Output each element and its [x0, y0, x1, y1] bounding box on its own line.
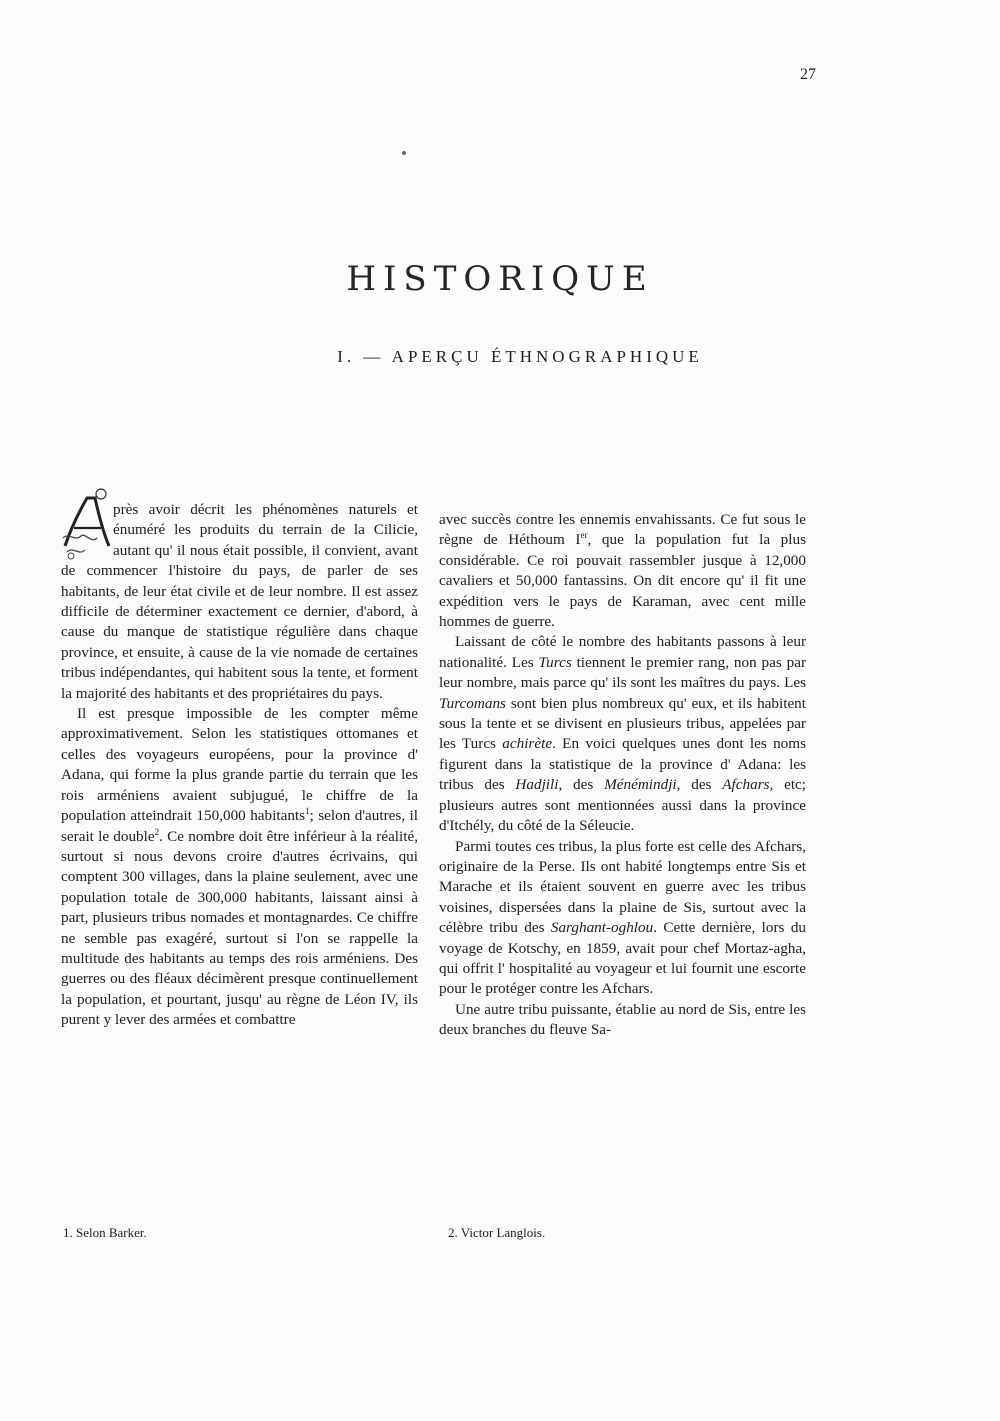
paragraph-4: [439, 632, 806, 836]
paragraph-2-text-c: . Ce nombre doit être inférieur à la réalité, surtout si nous devons croire d'autres écrivains, qui comptent 300 villages, dans la plaine seulement, avec une population totale de 300,000 habitants, laissant ainsi à part, plusieurs tribus nomades et montagnardes. Ce chiffre ne semble pas exagéré, surtout si l'on se rappelle la multitude des habitants au temps des rois arméniens. Des guerres ou des fléaux décimèrent presque continuellement la population, et pourtant, jusqu' au règne de Léon IV, ils purent y lever des armées et combattre: [61, 827, 419, 1029]
term-turcomans: Turcomans: [439, 694, 506, 712]
paragraph-3: [439, 510, 806, 632]
term-afchars: Afchars: [722, 776, 770, 794]
paragraph-4-text-b: tiennent le premier rang, non pas par leur nombre, mais parce qu' ils sont les maîtres du pays. Les: [439, 653, 806, 692]
paragraph-4-text-f: , des: [676, 776, 723, 794]
paragraph-4-text-d: . En voici quelques unes dont les noms figurent dans la statistique de la province d' Adana: les tribus des: [439, 735, 806, 794]
paragraph-4-text-g: , etc; plusieurs autres sont mentionnées aussi dans la province d'Itchély, du côté de la Séleucie.: [439, 776, 807, 835]
paragraph-5-text-b: . Cette dernière, lors du voyage de Kotschy, en 1859, avait pour chef Mortaz-agha, qui offrit l' hospitalité au voyageur et lui fournit une escorte pour le protéger contre les Afchars.: [439, 919, 807, 998]
term-sarghant-oghlou: Sarghant-oghlou: [550, 919, 654, 937]
page-number: 27: [800, 66, 816, 83]
term-turcs: Turcs: [538, 653, 572, 671]
paragraph-2-text-a: Il est presque impossible de les compter même approximativement. Selon les statistiques ottomanes et celles des voyageurs européens, pour la province d' Adana, qui forme la plus grande partie du terrain que les rois arméniens avaient subjugué, le chiffre de la population atteindrait 150,000 habitants: [61, 705, 418, 825]
footnote-ref-2: 2: [154, 826, 160, 837]
paragraph-5-text-a: Parmi toutes ces tribus, la plus forte est celle des Afchars, originaire de la Perse. Ils ont habité longtemps entre Sis et Marache et ils étaient souvent en guerre avec les tribus voisines, dispersées dans la plaine de Sis, surtout avec la célèbre tribu des: [439, 837, 806, 937]
footnote-2: 2. Victor Langlois.: [448, 1225, 546, 1240]
footnote-1: 1. Selon Barker.: [63, 1225, 147, 1240]
term-hadjili: Hadjili: [515, 776, 559, 794]
paragraph-1-text: près avoir décrit les phénomènes naturels et énuméré les produits du terrain de la Cilicie, autant qu' il nous était possible, il convient, avant de commencer l'histoire du pays, de parler de ses habitants, de leur état civile et de leur nombre. Il est assez difficile de déterminer exactement ce dernier, d'abord, à cause du manque de statistique régulière dans chaque province, et ensuite, à cause de la vie nomade de certaines tribus indépendantes, qui habitent sous la tente, et forment la majorité des habitants et des propriétaires du pays.: [61, 501, 418, 702]
ornamental-dropcap: [61, 496, 109, 552]
paragraph-6-text: Une autre tribu puissante, établie au nord de Sis, entre les deux branches du fleuve Sa-: [439, 1000, 806, 1039]
section-heading: I. — APERÇU ÉTHNOGRAPHIQUE: [337, 347, 703, 366]
dropcap-ornament-icon: [61, 488, 113, 560]
paragraph-3-text-b: , que la population fut la plus considérable. Ce roi pouvait rassembler jusque à 12,000 cavaliers et 50,000 fantassins. On dit encore qu' il fit une expédition vers le pays de Karaman, avec cent mille hommes de guerre.: [439, 531, 806, 631]
term-menemindji: Ménémindji: [604, 776, 677, 794]
paragraph-4-text-e: , des: [558, 776, 605, 794]
superscript-er: er: [580, 530, 588, 541]
page-title: HISTORIQUE: [346, 258, 654, 299]
paragraph-1: [61, 500, 418, 704]
term-achirete: achirète: [502, 735, 553, 753]
right-column: [439, 510, 806, 1041]
paragraph-4-text-a: Laissant de côté le nombre des habitants passons à leur nationalité. Les: [439, 633, 806, 671]
footnote-ref-1: 1: [305, 806, 310, 817]
paragraph-5: [439, 837, 806, 1000]
paragraph-3-text-a: avec succès contre les ennemis envahissants. Ce fut sous le règne de Héthoum I: [439, 511, 806, 549]
paragraph-2-text-b: ; selon d'autres, il serait le double: [61, 807, 418, 845]
left-column: [61, 500, 418, 1031]
paragraph-4-text-c: sont bien plus nombreux qu' eux, et ils habitent sous la tente et se divisent en plusieurs tribus, appelées par les Turcs: [439, 694, 806, 753]
ink-speck: [402, 151, 406, 155]
paragraph-6: [439, 1000, 806, 1041]
paragraph-2: [61, 704, 418, 1031]
